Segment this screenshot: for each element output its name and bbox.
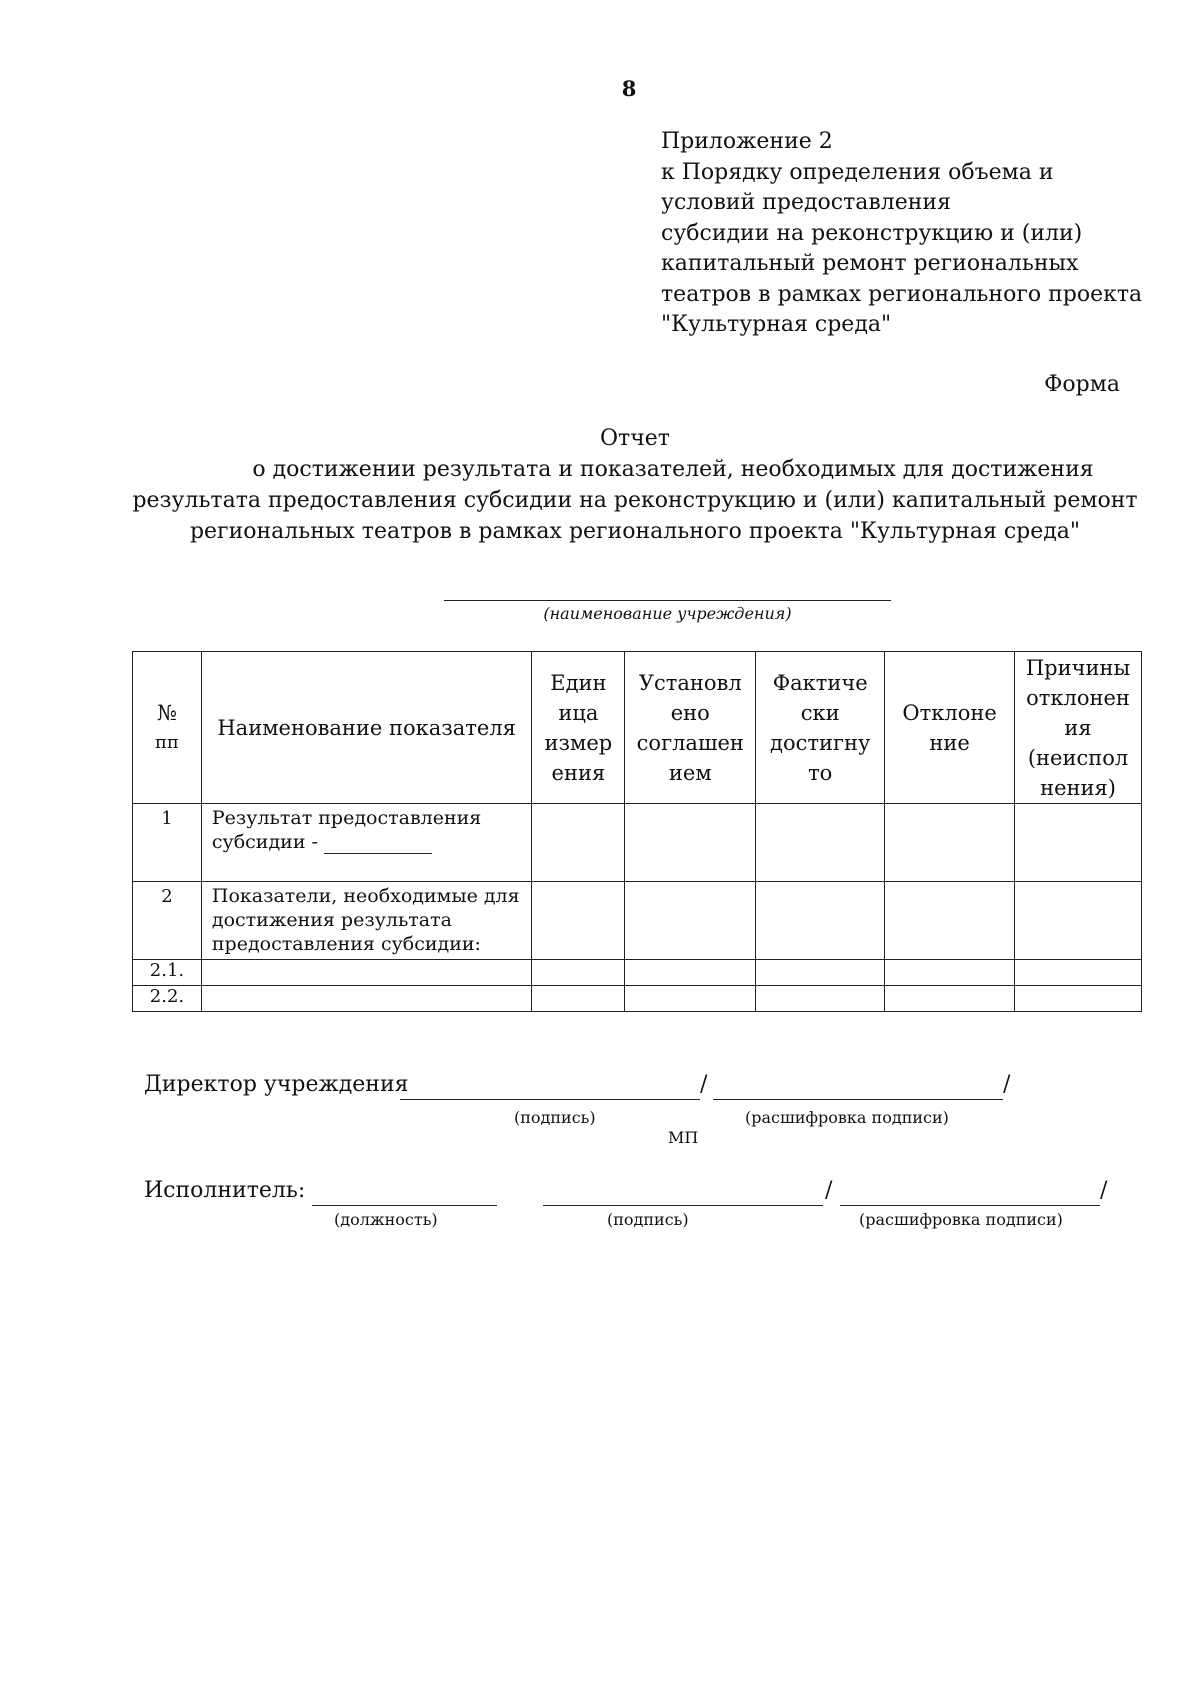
executor-label: Исполнитель:	[144, 1178, 306, 1203]
table-row	[133, 804, 1142, 882]
cell-agreed[interactable]	[625, 960, 756, 986]
report-title: Отчет	[600, 426, 670, 451]
row-name[interactable]	[201, 960, 532, 986]
cell-deviation[interactable]	[885, 960, 1015, 986]
cell-reasons[interactable]	[1015, 986, 1142, 1012]
row-name[interactable]	[201, 986, 532, 1012]
director-label: Директор учреждения	[144, 1072, 409, 1097]
header-actual: Фактиче ски достигну то	[756, 652, 885, 804]
header-agreed: Установл ено соглашен ием	[625, 652, 756, 804]
cell-actual[interactable]	[756, 804, 885, 882]
indicators-table	[132, 651, 1142, 1012]
blank-field[interactable]	[324, 833, 432, 854]
cell-agreed[interactable]	[625, 882, 756, 960]
executor-position-caption: (должность)	[334, 1210, 438, 1229]
table-header-row	[133, 652, 1142, 804]
table-row	[133, 960, 1142, 986]
director-decode-line[interactable]	[713, 1099, 1003, 1100]
executor-signature-caption: (подпись)	[607, 1210, 689, 1229]
appendix-line: Приложение 2	[661, 129, 833, 154]
separator-slash: /	[1100, 1178, 1108, 1203]
cell-deviation[interactable]	[885, 986, 1015, 1012]
report-title-line: региональных театров в рамках регионального проекта "Культурная среда"	[189, 519, 1081, 544]
cell-deviation[interactable]	[885, 804, 1015, 882]
appendix-line: субсидии на реконструкцию и (или)	[661, 220, 1083, 246]
header-deviation: Отклоне ние	[885, 652, 1015, 804]
appendix-line: к Порядку определения объема и	[661, 159, 1054, 185]
appendix-line: условий предоставления	[661, 190, 951, 215]
header-unit: Един ица измер ения	[532, 652, 625, 804]
cell-unit[interactable]	[532, 804, 625, 882]
stamp-label: МП	[668, 1128, 699, 1147]
table-row	[133, 986, 1142, 1012]
row-number: 1	[133, 804, 202, 882]
report-title-line: о достижении результата и показателей, необходимых для достижения	[252, 457, 1094, 482]
cell-actual[interactable]	[756, 986, 885, 1012]
table-row	[133, 882, 1142, 960]
report-title-line: результата предоставления субсидии на реконструкцию и (или) капитальный ремонт	[132, 488, 1138, 513]
cell-actual[interactable]	[756, 882, 885, 960]
cell-unit[interactable]	[532, 960, 625, 986]
row-number: 2.2.	[133, 986, 202, 1012]
separator-slash: /	[1003, 1072, 1011, 1097]
cell-reasons[interactable]	[1015, 804, 1142, 882]
row-number: 2	[133, 882, 202, 960]
row-name: Результат предоставления субсидии -	[201, 804, 532, 882]
cell-reasons[interactable]	[1015, 882, 1142, 960]
executor-decode-caption: (расшифровка подписи)	[859, 1210, 1063, 1229]
cell-deviation[interactable]	[885, 882, 1015, 960]
header-num: № пп	[133, 652, 202, 804]
report-title-block	[0, 423, 1200, 547]
executor-position-line[interactable]	[312, 1205, 497, 1206]
executor-decode-line[interactable]	[840, 1205, 1100, 1206]
director-signature-caption: (подпись)	[514, 1108, 596, 1127]
row-number: 2.1.	[133, 960, 202, 986]
cell-agreed[interactable]	[625, 804, 756, 882]
executor-signature-line[interactable]	[543, 1205, 823, 1206]
page-number: 8	[621, 76, 637, 101]
appendix-line: театров в рамках регионального проекта	[661, 281, 1143, 307]
cell-reasons[interactable]	[1015, 960, 1142, 986]
appendix-line: капитальный ремонт региональных	[661, 251, 1079, 276]
cell-unit[interactable]	[532, 882, 625, 960]
cell-agreed[interactable]	[625, 986, 756, 1012]
separator-slash: /	[825, 1178, 833, 1203]
appendix-line: "Культурная среда"	[661, 312, 892, 337]
director-decode-caption: (расшифровка подписи)	[745, 1108, 949, 1127]
form-label: Форма	[1044, 372, 1120, 397]
appendix-block	[661, 127, 1142, 341]
cell-actual[interactable]	[756, 960, 885, 986]
row-name: Показатели, необходимые для достижения результата предоставления субсидии:	[201, 882, 532, 960]
header-indicator-name: Наименование показателя	[201, 652, 532, 804]
separator-slash: /	[700, 1072, 708, 1097]
cell-unit[interactable]	[532, 986, 625, 1012]
director-signature-line[interactable]	[400, 1099, 700, 1100]
institution-caption: (наименование учреждения)	[543, 604, 792, 623]
header-reasons: Причины отклонен ия (неиспол нения)	[1015, 652, 1142, 804]
institution-name-line[interactable]	[444, 600, 891, 601]
